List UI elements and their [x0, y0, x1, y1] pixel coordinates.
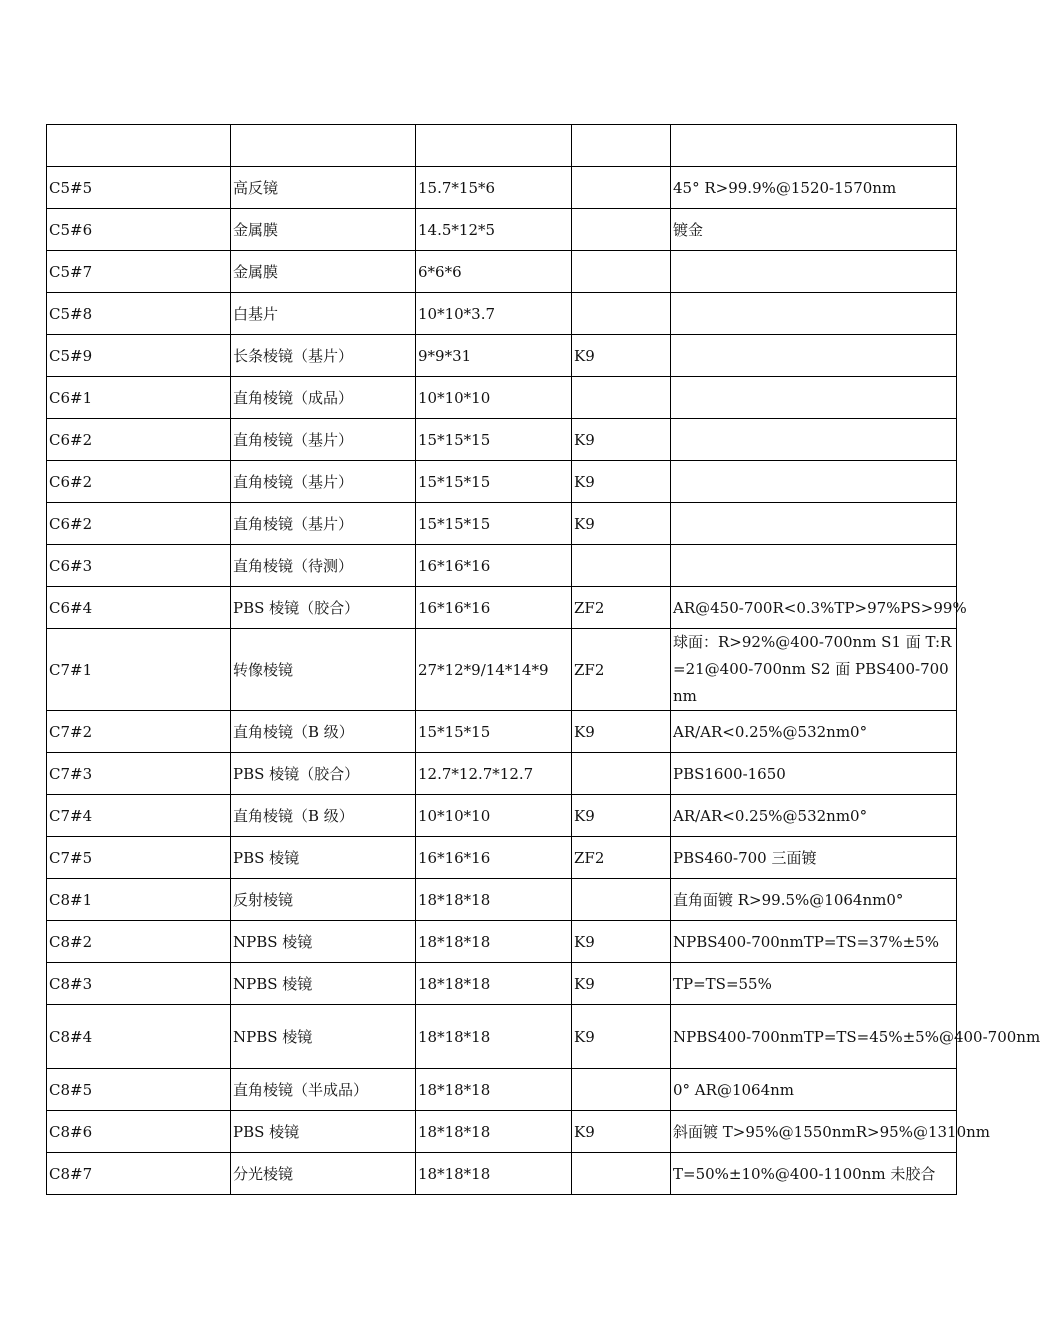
- table-row: [47, 1153, 957, 1195]
- cell-spec: AR/AR<0.25%@532nm0°: [671, 711, 957, 753]
- cell-name: PBS 棱镜: [231, 1111, 416, 1153]
- cell-name: PBS 棱镜: [231, 837, 416, 879]
- cell-spec: 球面：R>92%@400-700nm S1 面 T:R=21@400-700nm S2 面 PBS400-700nm: [671, 629, 957, 711]
- header-cell: [572, 125, 671, 167]
- table-row: [47, 963, 957, 1005]
- cell-size: 9*9*31: [416, 335, 572, 377]
- cell-name: 分光棱镜: [231, 1153, 416, 1195]
- cell-spec: [671, 461, 957, 503]
- cell-spec: NPBS400-700nmTP=TS=45%±5%@400-700nm: [671, 1005, 957, 1069]
- cell-size: 27*12*9/14*14*9: [416, 629, 572, 711]
- cell-size: 10*10*3.7: [416, 293, 572, 335]
- cell-code: C6#2: [47, 419, 231, 461]
- table-row: [47, 167, 957, 209]
- cell-size: 16*16*16: [416, 587, 572, 629]
- cell-spec: T=50%±10%@400-1100nm 未胶合: [671, 1153, 957, 1195]
- cell-size: 10*10*10: [416, 377, 572, 419]
- table-row: [47, 711, 957, 753]
- cell-spec: [671, 251, 957, 293]
- cell-code: C7#2: [47, 711, 231, 753]
- table-row: [47, 795, 957, 837]
- cell-size: 18*18*18: [416, 963, 572, 1005]
- cell-name: NPBS 棱镜: [231, 963, 416, 1005]
- table-row: [47, 209, 957, 251]
- cell-material: K9: [572, 461, 671, 503]
- cell-name: 直角棱镜（B 级）: [231, 711, 416, 753]
- cell-material: [572, 167, 671, 209]
- cell-size: 6*6*6: [416, 251, 572, 293]
- cell-spec: [671, 545, 957, 587]
- cell-code: C6#2: [47, 503, 231, 545]
- table-header-row: [47, 125, 957, 167]
- table-row: [47, 419, 957, 461]
- cell-code: C8#3: [47, 963, 231, 1005]
- cell-spec: NPBS400-700nmTP=TS=37%±5%: [671, 921, 957, 963]
- cell-spec: 0° AR@1064nm: [671, 1069, 957, 1111]
- cell-material: K9: [572, 795, 671, 837]
- cell-material: K9: [572, 503, 671, 545]
- cell-size: 18*18*18: [416, 921, 572, 963]
- table-row: [47, 837, 957, 879]
- cell-material: [572, 545, 671, 587]
- cell-material: ZF2: [572, 837, 671, 879]
- cell-size: 15*15*15: [416, 503, 572, 545]
- header-cell: [416, 125, 572, 167]
- cell-spec: 45° R>99.9%@1520-1570nm: [671, 167, 957, 209]
- cell-code: C8#6: [47, 1111, 231, 1153]
- cell-code: C8#1: [47, 879, 231, 921]
- cell-size: 18*18*18: [416, 1111, 572, 1153]
- cell-code: C6#1: [47, 377, 231, 419]
- cell-material: K9: [572, 921, 671, 963]
- cell-name: 反射棱镜: [231, 879, 416, 921]
- table-row: [47, 879, 957, 921]
- cell-name: 转像棱镜: [231, 629, 416, 711]
- cell-size: 10*10*10: [416, 795, 572, 837]
- cell-material: ZF2: [572, 587, 671, 629]
- cell-name: 直角棱镜（成品）: [231, 377, 416, 419]
- cell-code: C5#5: [47, 167, 231, 209]
- cell-material: [572, 251, 671, 293]
- cell-name: NPBS 棱镜: [231, 1005, 416, 1069]
- cell-material: [572, 753, 671, 795]
- cell-spec: 直角面镀 R>99.5%@1064nm0°: [671, 879, 957, 921]
- cell-name: 金属膜: [231, 209, 416, 251]
- cell-spec: [671, 335, 957, 377]
- table-row: [47, 1111, 957, 1153]
- inventory-sheet: [46, 124, 1040, 1195]
- cell-size: 18*18*18: [416, 1005, 572, 1069]
- cell-material: K9: [572, 419, 671, 461]
- cell-material: ZF2: [572, 629, 671, 711]
- table-row: [47, 461, 957, 503]
- cell-size: 15.7*15*6: [416, 167, 572, 209]
- cell-spec: [671, 419, 957, 461]
- cell-spec: AR/AR<0.25%@532nm0°: [671, 795, 957, 837]
- table-row: [47, 629, 957, 711]
- cell-name: NPBS 棱镜: [231, 921, 416, 963]
- table-row: [47, 377, 957, 419]
- cell-name: 直角棱镜（半成品）: [231, 1069, 416, 1111]
- table-row: [47, 587, 957, 629]
- table-row: [47, 1005, 957, 1069]
- cell-spec: TP=TS=55%: [671, 963, 957, 1005]
- cell-name: 直角棱镜（B 级）: [231, 795, 416, 837]
- table-row: [47, 251, 957, 293]
- cell-material: K9: [572, 1005, 671, 1069]
- cell-name: 高反镜: [231, 167, 416, 209]
- cell-size: 16*16*16: [416, 545, 572, 587]
- table-row: [47, 1069, 957, 1111]
- cell-code: C8#2: [47, 921, 231, 963]
- table-row: [47, 545, 957, 587]
- cell-code: C8#7: [47, 1153, 231, 1195]
- cell-size: 14.5*12*5: [416, 209, 572, 251]
- cell-name: PBS 棱镜（胶合）: [231, 753, 416, 795]
- cell-size: 16*16*16: [416, 837, 572, 879]
- cell-code: C7#4: [47, 795, 231, 837]
- cell-material: [572, 1069, 671, 1111]
- cell-material: [572, 1153, 671, 1195]
- cell-name: 直角棱镜（待测）: [231, 545, 416, 587]
- cell-code: C7#3: [47, 753, 231, 795]
- table-row: [47, 753, 957, 795]
- table-row: [47, 921, 957, 963]
- cell-material: [572, 879, 671, 921]
- cell-name: 金属膜: [231, 251, 416, 293]
- cell-code: C5#7: [47, 251, 231, 293]
- cell-size: 15*15*15: [416, 461, 572, 503]
- header-cell: [47, 125, 231, 167]
- cell-material: [572, 209, 671, 251]
- cell-spec: 镀金: [671, 209, 957, 251]
- cell-code: C7#1: [47, 629, 231, 711]
- cell-name: 长条棱镜（基片）: [231, 335, 416, 377]
- cell-code: C8#5: [47, 1069, 231, 1111]
- header-cell: [231, 125, 416, 167]
- cell-name: 白基片: [231, 293, 416, 335]
- table-row: [47, 293, 957, 335]
- cell-code: C6#3: [47, 545, 231, 587]
- cell-spec: AR@450-700R<0.3%TP>97%PS>99%: [671, 587, 957, 629]
- cell-material: K9: [572, 335, 671, 377]
- cell-material: [572, 293, 671, 335]
- cell-code: C7#5: [47, 837, 231, 879]
- cell-material: K9: [572, 963, 671, 1005]
- cell-material: K9: [572, 1111, 671, 1153]
- cell-name: 直角棱镜（基片）: [231, 461, 416, 503]
- cell-spec: PBS1600-1650: [671, 753, 957, 795]
- cell-size: 15*15*15: [416, 711, 572, 753]
- cell-size: 18*18*18: [416, 1069, 572, 1111]
- cell-name: PBS 棱镜（胶合）: [231, 587, 416, 629]
- cell-code: C6#2: [47, 461, 231, 503]
- cell-code: C5#6: [47, 209, 231, 251]
- header-cell: [671, 125, 957, 167]
- cell-size: 18*18*18: [416, 1153, 572, 1195]
- table-row: [47, 503, 957, 545]
- table-row: [47, 335, 957, 377]
- cell-spec: [671, 377, 957, 419]
- cell-code: C6#4: [47, 587, 231, 629]
- cell-code: C5#8: [47, 293, 231, 335]
- cell-code: C8#4: [47, 1005, 231, 1069]
- cell-size: 18*18*18: [416, 879, 572, 921]
- cell-name: 直角棱镜（基片）: [231, 503, 416, 545]
- cell-material: [572, 377, 671, 419]
- cell-spec: [671, 503, 957, 545]
- cell-spec: 斜面镀 T>95%@1550nmR>95%@1310nm: [671, 1111, 957, 1153]
- cell-code: C5#9: [47, 335, 231, 377]
- cell-name: 直角棱镜（基片）: [231, 419, 416, 461]
- cell-size: 12.7*12.7*12.7: [416, 753, 572, 795]
- cell-spec: [671, 293, 957, 335]
- inventory-table: [46, 124, 1040, 1195]
- cell-material: K9: [572, 711, 671, 753]
- cell-size: 15*15*15: [416, 419, 572, 461]
- cell-spec: PBS460-700 三面镀: [671, 837, 957, 879]
